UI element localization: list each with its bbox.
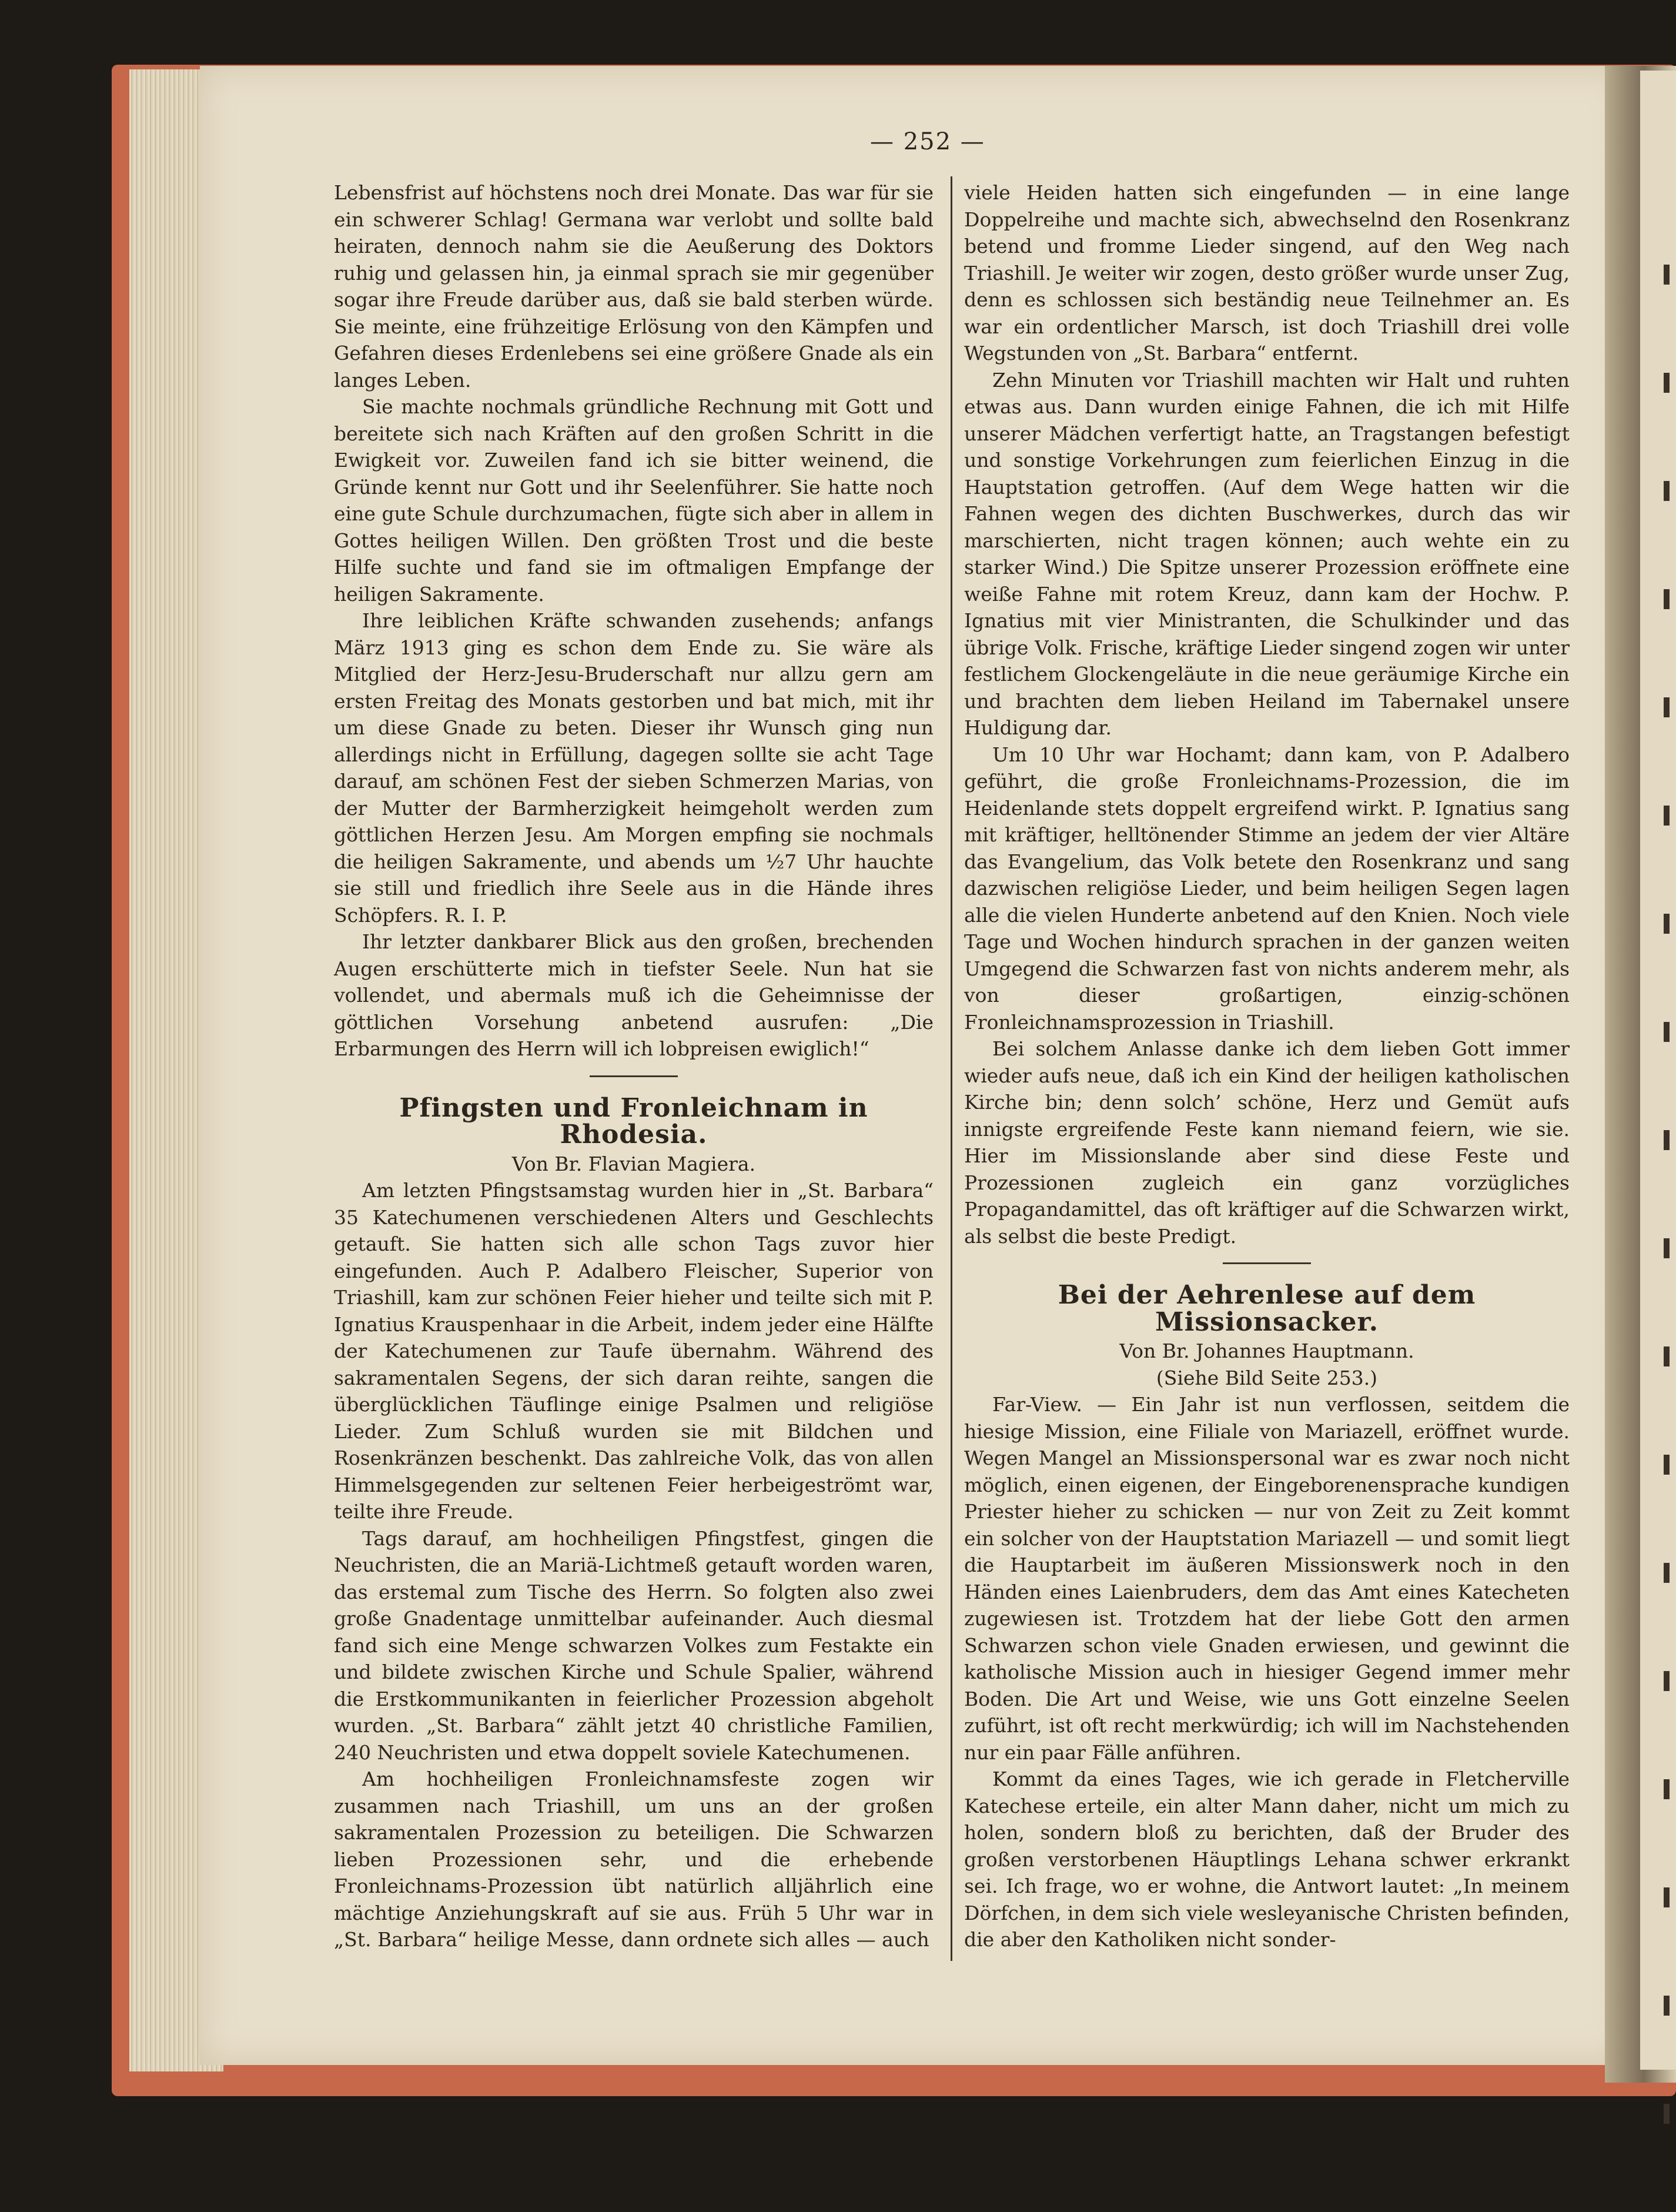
facing-page-edge — [1640, 71, 1676, 2070]
paragraph: Kommt da eines Tages, wie ich gerade in Fletcherville Katechese erteile, ein alter Mann daher, nicht um mich zu holen, sondern bloß zu berichten, daß der Bruder des großen verstorbenen Häuptlings Lehana schwer erkrankt sei. Ich frage, wo er wohne, die Antwort lautet: „In meinem Dörfchen, in dem sich viele wesleyanische Christen befinden, die aber den Katholiken nicht sonder- — [964, 1767, 1570, 1951]
article-title: Pfingsten und Fronleichnam in Rhodesia. — [399, 1092, 868, 1150]
right-column — [964, 179, 1570, 1953]
article-author: Von Br. Flavian Magiera. — [511, 1152, 756, 1175]
paragraph: Am letzten Pfingstsamstag wurden hier in „St. Barbara“ 35 Katechumenen verschiedenen Alters und Geschlechts getauft. Sie hatten sich alle schon Tags zuvor hier eingefunden. Auch P. Adalbero Fleischer, Superior von Triashill, kam zur schönen Feier hieher und teilte sich mit P. Ignatius Krauspenhaar in die Arbeit, indem jeder eine Hälfte der Katechumenen zur Taufe übernahm. Während des sakramentalen Segens, der sich daran reihte, sangen die überglücklichen Täuflinge einige Psalmen und religiöse Lieder. Zum Schluß wurden sie mit Bildchen und Rosenkränzen beschenkt. Das zahlreiche Volk, das von allen Himmelsgegenden zur seltenen Feier herbeigeströmt war, teilte ihre Freude. — [334, 1179, 934, 1523]
paragraph: Lebensfrist auf höchstens noch drei Monate. Das war für sie ein schwerer Schlag! Germana war verlobt und sollte bald heiraten, dennoch nahm sie die Aeußerung des Doktors ruhig und gelassen hin, ja einmal sprach sie mir gegenüber sogar ihre Freude darüber aus, daß sie bald sterben würde. Sie meinte, eine frühzeitige Erlösung von den Kämpfen und Gefahren dieses Erdenlebens sei eine größere Gnade als ein langes Leben. — [334, 181, 934, 392]
paragraph: Ihre leiblichen Kräfte schwanden zusehends; anfangs März 1913 ging es schon dem Ende zu. Sie wäre als Mitglied der Herz-Jesu-Bruderschaft nur allzu gern am ersten Freitag des Monats gestorben und bat mich, mit ihr um diese Gnade zu beten. Dieser ihr Wunsch ging nun allerdings nicht in Erfüllung, dagegen sollte sie acht Tage darauf, am schönen Fest der sieben Schmerzen Marias, von der Mutter der Barmherzigkeit heimgeholt werden zum göttlichen Herzen Jesu. Am Morgen empfing sie nochmals die heiligen Sakramente, und abends um ½7 Uhr hauchte sie still und friedlich ihre Seele aus in die Hände ihres Schöpfers. R. I. P. — [334, 609, 934, 927]
column-divider — [951, 176, 952, 1961]
article-title: Bei der Aehrenlese auf dem Missionsacker. — [1058, 1280, 1476, 1337]
image-reference-note: (Siehe Bild Seite 253.) — [1156, 1366, 1378, 1389]
paragraph: Bei solchem Anlasse danke ich dem lieben Gott immer wieder aufs neue, daß ich ein Kind der heiligen katholischen Kirche bin; denn solch’ schöne, Herz und Gemüt aufs innigste ergreifende Feste kann niemand feiern, wie sie. Hier im Missionslande aber sind diese Feste und Prozessionen zugleich ein ganz vorzügliches Propagandamittel, das oft kräftiger auf die Schwarzen wirkt, als selbst die beste Predigt. — [964, 1037, 1570, 1248]
left-column — [334, 179, 934, 1953]
paragraph: Far-View. — Ein Jahr ist nun verflossen, seitdem die hiesige Mission, eine Filiale von Mariazell, eröffnet wurde. Wegen Mangel an Missionspersonal war es zwar noch nicht möglich, einen eigenen, der Eingeborenensprache kundigen Priester hieher zu schicken — nur von Zeit zu Zeit kommt ein solcher von der Hauptstation Mariazell — und somit liegt die Hauptarbeit im äußeren Missionswerk noch in den Händen eines Laienbruders, dem das Amt eines Katecheten zugewiesen ist. Trotzdem hat der liebe Gott den armen Schwarzen schon viele Gnaden erwiesen, und gewinnt die katholische Mission auch in hiesiger Gegend immer mehr Boden. Die Art und Weise, wie uns Gott einzelne Seelen zuführt, ist oft recht merkwürdig; ich will im Nachstehenden nur ein paar Fälle anführen. — [964, 1393, 1570, 1764]
paragraph: Ihr letzter dankbarer Blick aus den großen, brechenden Augen erschütterte mich in tiefster Seele. Nun hat sie vollendet, und abermals muß ich die Geheimnisse der göttlichen Vorsehung anbetend ausrufen: „Die Erbarmungen des Herrn will ich lobpreisen ewiglich!“ — [334, 930, 934, 1060]
paragraph: Am hochheiligen Fronleichnamsfeste zogen wir zusammen nach Triashill, um uns an der großen sakramentalen Prozession zu beteiligen. Die Schwarzen lieben Prozessionen sehr, und die erhebende Fronleichnams-Prozession übt natürlich alljährlich eine mächtige Anziehungskraft auf sie aus. Früh 5 Uhr war in „St. Barbara“ heilige Messe, dann ordnete sich alles — auch — [334, 1767, 934, 1951]
section-divider — [1223, 1262, 1311, 1264]
paragraph: Tags darauf, am hochheiligen Pfingstfest, gingen die Neuchristen, die an Mariä-Lichtmeß getauft worden waren, das erstemal zum Tische des Herrn. So folgten also zwei große Gnadentage unmittelbar aufeinander. Auch diesmal fand sich eine Menge schwarzen Volkes zum Festakte ein und bildete zwischen Kirche und Schule Spalier, während die Erstkommunikanten in feierlicher Prozession abgeholt wurden. „St. Barbara“ zählt jetzt 40 christliche Familien, 240 Neuchristen und etwa doppelt soviele Katechumenen. — [334, 1526, 934, 1764]
paragraph: Zehn Minuten vor Triashill machten wir Halt und ruhten etwas aus. Dann wurden einige Fahnen, die ich mit Hilfe unserer Mädchen verfertigt hatte, an Tragstangen befestigt und sonstige Vorkehrungen zum feierlichen Einzug in die Hauptstation getroffen. (Auf dem Wege hatten wir die Fahnen wegen des dichten Buschwerkes, durch das wir marschierten, nicht tragen können; auch wehte ein zu starker Wind.) Die Spitze unserer Prozession eröffnete eine weiße Fahne mit rotem Kreuz, dann kam der Hochw. P. Ignatius mit vier Ministranten, die Schulkinder und das übrige Volk. Frische, kräftige Lieder singend zogen wir unter festlichem Glockengeläute in die neue geräumige Kirche ein und brachten dem lieben Heiland im Tabernakel unsere Huldigung dar. — [964, 368, 1570, 739]
paragraph: Um 10 Uhr war Hochamt; dann kam, von P. Adalbero geführt, die große Fronleichnams-Prozession, die im Heidenlande stets doppelt ergreifend wirkt. P. Ignatius sang mit kräftiger, helltönender Stimme an jedem der vier Altäre das Evangelium, das Volk betete den Rosenkranz und sang dazwischen religiöse Lieder, und beim heiligen Segen lagen alle die vielen Hunderte anbetend auf den Knien. Noch viele Tage und Wochen hindurch sprachen in der ganzen weiten Umgegend die Schwarzen fast von nichts anderem mehr, als von dieser großartigen, einzig-schönen Fronleichnamsprozession in Triashill. — [964, 743, 1570, 1034]
paragraph: Sie machte nochmals gründliche Rechnung mit Gott und bereitete sich nach Kräften auf den großen Schritt in die Ewigkeit vor. Zuweilen fand ich sie bitter weinend, die Gründe kennt nur Gott und ihr Seelenführer. Sie hatte noch eine gute Schule durchzumachen, fügte sich aber in allem in Gottes heiligen Willen. Den größten Trost und die beste Hilfe suchte und fand sie im oftmaligen Empfange der heiligen Sakramente. — [334, 395, 934, 606]
paragraph: viele Heiden hatten sich eingefunden — in eine lange Doppelreihe und machte sich, abwechselnd den Rosenkranz betend und fromme Lieder singend, auf den Weg nach Triashill. Je weiter wir zogen, desto größer wurde unser Zug, denn es schlossen sich beständig neue Teilnehmer an. Es war ein ordentlicher Marsch, ist doch Triashill drei volle Wegstunden von „St. Barbara“ entfernt. — [964, 181, 1570, 365]
article-author: Von Br. Johannes Hauptmann. — [1119, 1339, 1414, 1362]
section-divider — [590, 1075, 678, 1077]
page-number: — 252 — — [870, 128, 985, 155]
